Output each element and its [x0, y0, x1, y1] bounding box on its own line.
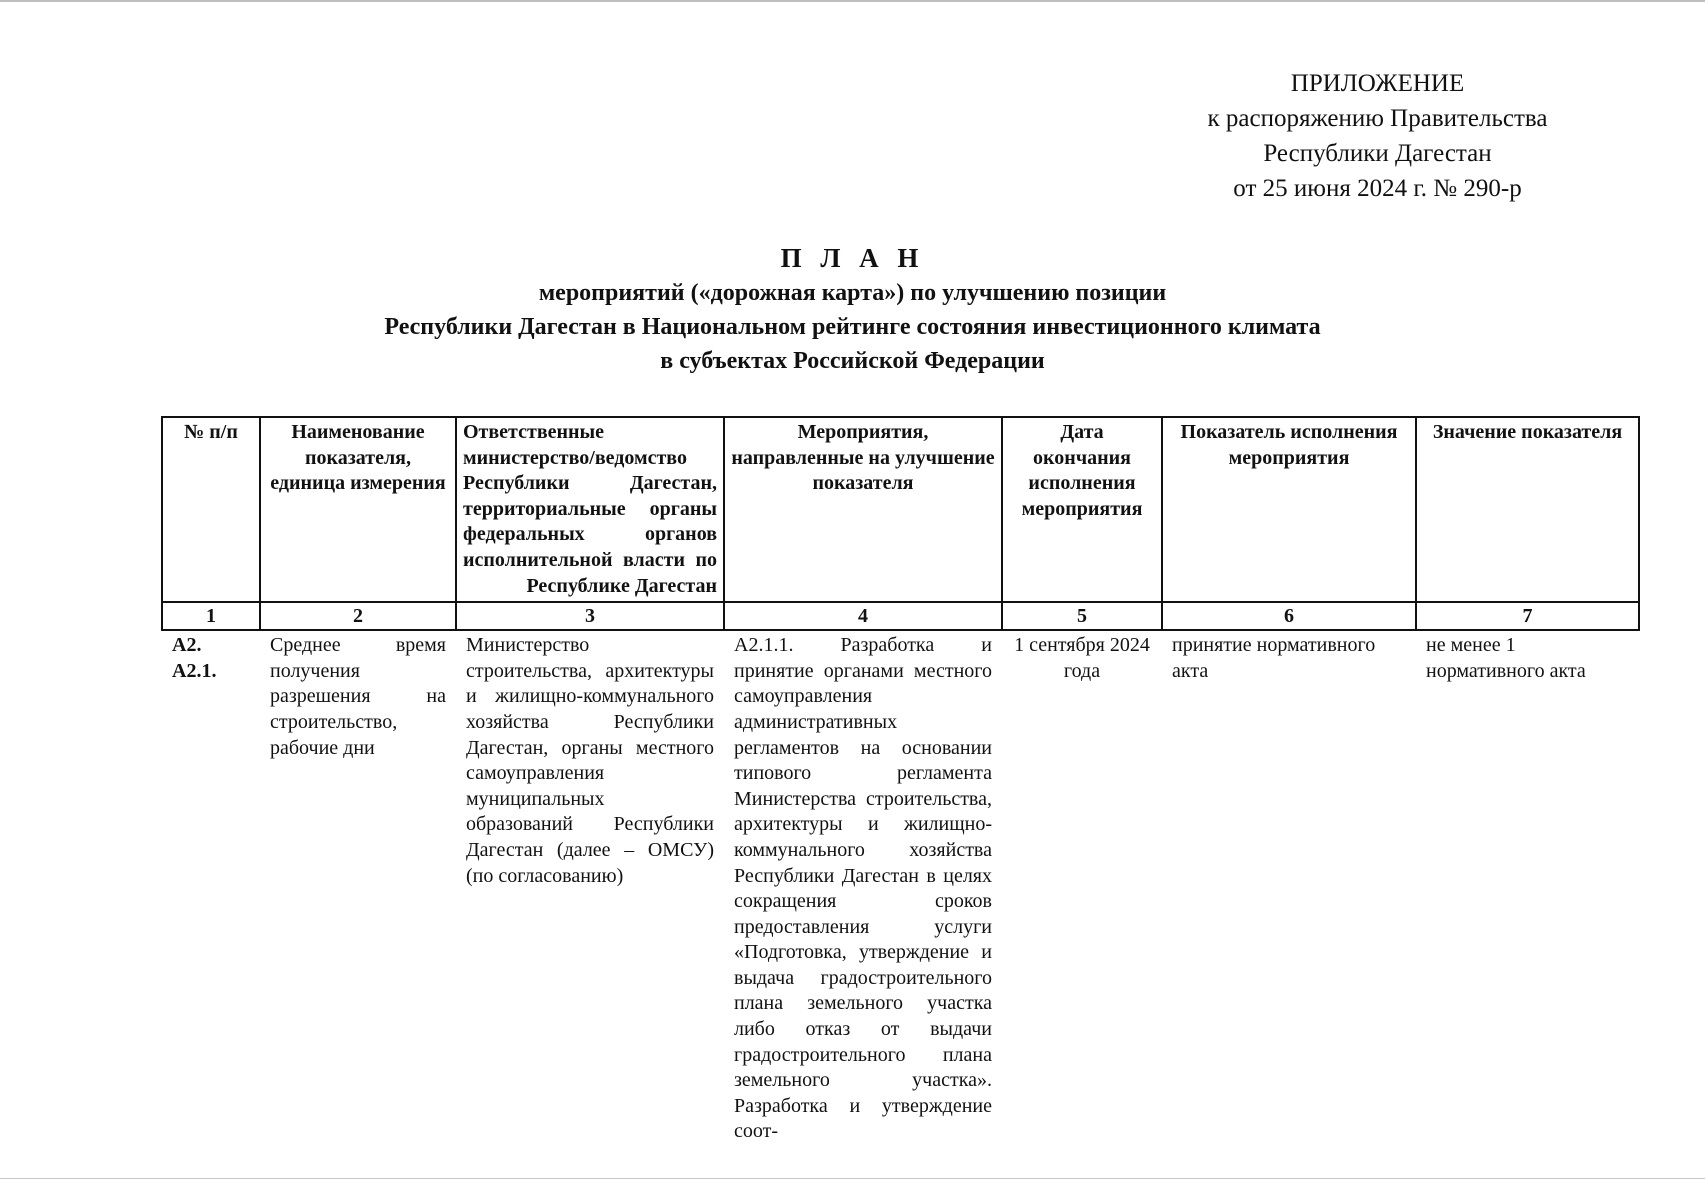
column-number: 4: [724, 602, 1002, 630]
header-cell: Дата окончания исполнения мероприятия: [1002, 417, 1162, 602]
table-row: [162, 630, 1639, 1147]
document-title: [230, 240, 1475, 378]
appendix-title: ПРИЛОЖЕНИЕ: [1290, 70, 1465, 97]
row-number: А2.: [172, 634, 202, 657]
column-number: 3: [456, 602, 724, 630]
table-header-row: [162, 417, 1639, 602]
column-number: 1: [162, 602, 260, 630]
column-number: 2: [260, 602, 456, 630]
title-plan: П Л А Н: [780, 243, 925, 273]
execution-indicator-cell: принятие нормативного акта: [1172, 634, 1376, 682]
appendix-line: к распоряжению Правительства: [1207, 105, 1548, 132]
title-line: Республики Дагестан в Национальном рейтинге состояния инвестиционного климата: [384, 314, 1321, 340]
column-number: 7: [1416, 602, 1639, 630]
appendix-block: [1120, 66, 1635, 206]
indicator-cell: Среднее время получения разрешения на строительство, рабочие дни: [270, 634, 446, 759]
header-cell: № п/п: [162, 417, 260, 602]
title-line: мероприятий («дорожная карта») по улучшению позиции: [538, 280, 1167, 306]
appendix-date-number: от 25 июня 2024 г. № 290-р: [1233, 175, 1522, 202]
measures-cell: А2.1.1. Разработка и принятие органами местного самоуправления административных регламентов на основании типового регламента Министерства строительства, архитектуры и жилищно-коммунального хозяйства Республики Дагестан в целях сокращения сроков предоставления услуги «Подготовка, утверждение и выдача градостроительного плана земельного участка либо отказ от выдачи градостроительного плана земельного участка». Разработка и утверждение соот-: [734, 634, 992, 1143]
row-number-cell: [162, 630, 260, 1147]
title-line: в субъектах Российской Федерации: [660, 348, 1045, 374]
page-bottom-rule: [0, 1178, 1705, 1179]
plan-table: [161, 416, 1640, 1147]
column-number: 6: [1162, 602, 1416, 630]
appendix-line: Республики Дагестан: [1263, 140, 1492, 167]
header-cell: Показатель исполнения мероприятия: [1162, 417, 1416, 602]
responsible-cell: Министерство строительства, архитектуры и жилищно-коммунального хозяйства Республики Дагестан, органы местного самоуправления муниципальных образований Республики Дагестан (далее – ОМСУ) (по согласованию): [466, 634, 714, 887]
deadline-cell: 1 сентября 2024 года: [1014, 634, 1150, 682]
column-number: 5: [1002, 602, 1162, 630]
header-cell: Наименование показателя, единица измерения: [260, 417, 456, 602]
header-cell: Значение показателя: [1416, 417, 1639, 602]
value-cell: не менее 1 нормативного акта: [1426, 634, 1586, 682]
header-cell: Мероприятия, направленные на улучшение показателя: [724, 417, 1002, 602]
column-number-row: [162, 602, 1639, 630]
header-cell: Ответственные министерство/ведомство Республики Дагестан, территориальные органы федеральных органов исполнительной власти по Республике Дагестан: [456, 417, 724, 602]
row-subnumber: А2.1.: [172, 659, 217, 682]
page-top-edge: [0, 0, 1705, 2]
